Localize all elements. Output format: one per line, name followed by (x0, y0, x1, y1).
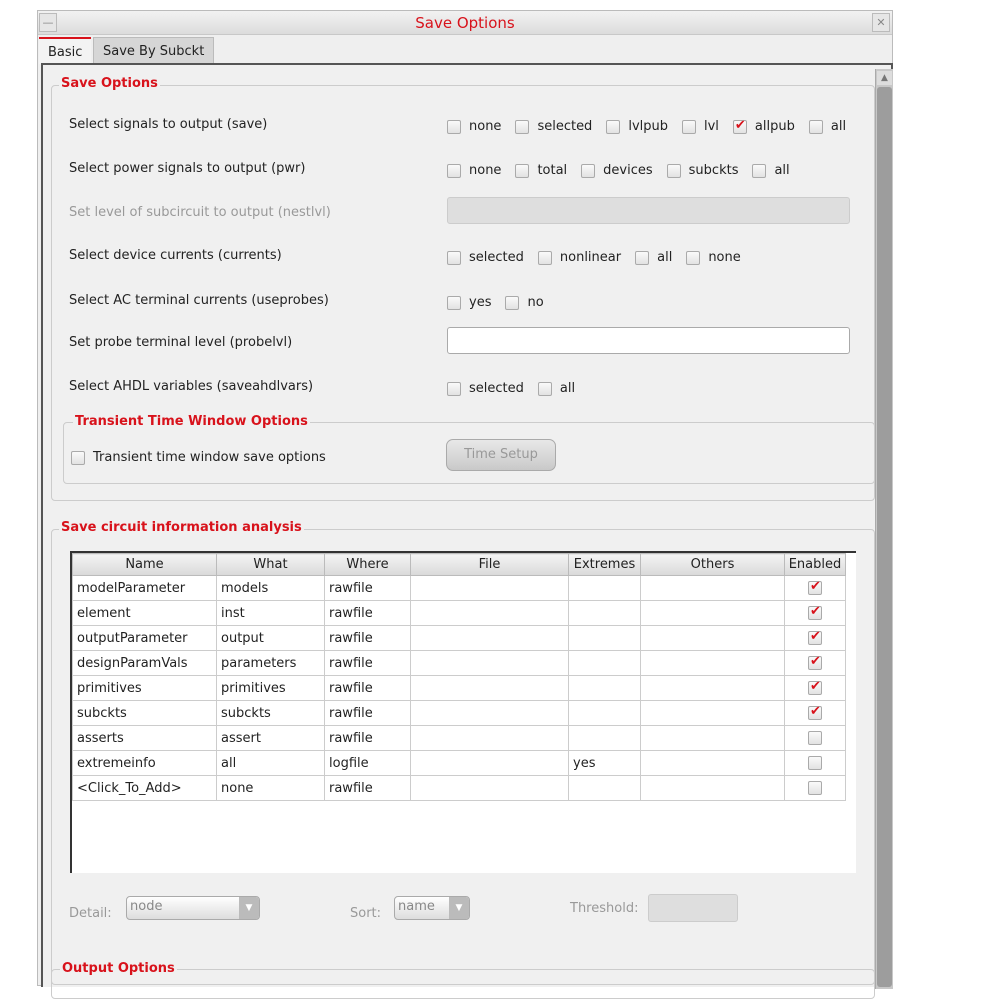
tab-basic[interactable]: Basic (39, 37, 91, 64)
cell-enabled[interactable] (785, 751, 846, 776)
checkbox[interactable] (686, 251, 700, 265)
row-label: Set level of subcircuit to output (nestlvl) (69, 205, 331, 220)
detail-label: Detail: (69, 906, 112, 921)
column-header-what[interactable]: What (217, 554, 325, 576)
cell-extremes[interactable]: yes (569, 751, 641, 776)
circuit-info-table (70, 551, 856, 873)
cell-name[interactable]: element (73, 601, 217, 626)
window-title: Save Options (415, 14, 515, 32)
cell-what[interactable]: all (217, 751, 325, 776)
option-label: none (469, 163, 502, 178)
save-options-dialog (37, 10, 893, 986)
time-setup-button[interactable]: Time Setup (446, 439, 556, 471)
cell-enabled[interactable] (785, 701, 846, 726)
option-devices[interactable] (581, 163, 652, 178)
option-group (447, 295, 558, 310)
cell-name[interactable]: subckts (73, 701, 217, 726)
option-label: nonlinear (559, 250, 622, 265)
option-none[interactable] (686, 250, 740, 265)
table-row[interactable] (73, 776, 846, 801)
transient-title: Transient Time Window Options (75, 414, 308, 429)
detail-value: node (130, 899, 163, 914)
column-header-file[interactable]: File (411, 554, 569, 576)
table-row[interactable] (73, 651, 846, 676)
transient-option[interactable] (71, 450, 326, 465)
cell-file[interactable] (411, 701, 569, 726)
enabled-checkbox[interactable] (808, 581, 822, 595)
enabled-checkbox[interactable] (808, 656, 822, 670)
cell-file[interactable] (411, 651, 569, 676)
chevron-down-icon: ▼ (449, 897, 469, 919)
cell-what[interactable]: subckts (217, 701, 325, 726)
cell-others[interactable] (641, 701, 785, 726)
option-selected[interactable] (515, 119, 592, 134)
checkbox[interactable] (667, 164, 681, 178)
column-header-where[interactable]: Where (325, 554, 411, 576)
checkbox[interactable] (505, 296, 519, 310)
checkbox[interactable] (733, 120, 747, 134)
enabled-checkbox[interactable] (808, 756, 822, 770)
option-label: total (537, 163, 568, 178)
option-yes[interactable] (447, 295, 491, 310)
cell-extremes[interactable] (569, 726, 641, 751)
column-header-others[interactable]: Others (641, 554, 785, 576)
cell-enabled[interactable] (785, 776, 846, 801)
minimize-icon[interactable]: — (39, 13, 57, 32)
cell-where[interactable]: rawfile (325, 626, 411, 651)
checkbox[interactable] (447, 251, 461, 265)
circuit-info-title: Save circuit information analysis (61, 520, 302, 535)
option-none[interactable] (447, 119, 501, 134)
option-label: selected (537, 119, 593, 134)
checkbox[interactable] (447, 382, 461, 396)
transient-checkbox[interactable] (71, 451, 85, 465)
option-all[interactable] (538, 381, 575, 396)
cell-others[interactable] (641, 751, 785, 776)
option-label: selected (469, 381, 524, 396)
detail-dropdown[interactable] (126, 896, 260, 920)
cell-file[interactable] (411, 626, 569, 651)
option-label: selected (469, 250, 524, 265)
option-label: allpub (754, 119, 795, 134)
option-nonlinear[interactable] (538, 250, 621, 265)
cell-extremes[interactable] (569, 701, 641, 726)
text-field[interactable] (447, 327, 850, 354)
option-subckts[interactable] (667, 163, 739, 178)
vertical-scrollbar[interactable] (875, 69, 893, 989)
checkbox[interactable] (606, 120, 620, 134)
sort-value: name (398, 899, 435, 914)
table-row[interactable] (73, 676, 846, 701)
cell-others[interactable] (641, 676, 785, 701)
cell-where[interactable]: rawfile (325, 726, 411, 751)
checkbox[interactable] (515, 164, 529, 178)
cell-name[interactable]: asserts (73, 726, 217, 751)
row-label: Select power signals to output (pwr) (69, 161, 306, 176)
cell-others[interactable] (641, 726, 785, 751)
row-label: Select AHDL variables (saveahdlvars) (69, 379, 314, 394)
table-row[interactable] (73, 576, 846, 601)
cell-where[interactable]: rawfile (325, 651, 411, 676)
option-group (447, 250, 755, 265)
option-none[interactable] (447, 163, 501, 178)
scroll-up-icon[interactable]: ▲ (877, 71, 892, 85)
cell-name[interactable]: primitives (73, 676, 217, 701)
cell-name[interactable]: outputParameter (73, 626, 217, 651)
cell-what[interactable]: none (217, 776, 325, 801)
cell-what[interactable]: inst (217, 601, 325, 626)
column-header-enabled[interactable]: Enabled (785, 554, 846, 576)
cell-enabled[interactable] (785, 726, 846, 751)
option-label: no (527, 295, 544, 310)
cell-file[interactable] (411, 776, 569, 801)
checkbox[interactable] (635, 251, 649, 265)
threshold-label: Threshold: (570, 901, 639, 916)
cell-where[interactable]: rawfile (325, 676, 411, 701)
option-label: lvlpub (628, 119, 668, 134)
option-label: all (774, 163, 790, 178)
option-label: yes (469, 295, 492, 310)
transient-label: Transient time window save options (93, 450, 326, 465)
option-label: devices (603, 163, 653, 178)
title-bar (38, 11, 892, 35)
option-label: all (657, 250, 673, 265)
cell-others[interactable] (641, 626, 785, 651)
cell-name[interactable]: <Click_To_Add> (73, 776, 217, 801)
cell-file[interactable] (411, 601, 569, 626)
cell-what[interactable]: output (217, 626, 325, 651)
enabled-checkbox[interactable] (808, 781, 822, 795)
enabled-checkbox[interactable] (808, 706, 822, 720)
checkbox[interactable] (447, 296, 461, 310)
option-lvlpub[interactable] (606, 119, 668, 134)
tab-save-by-subckt[interactable]: Save By Subckt (93, 37, 214, 64)
row-label: Select AC terminal currents (useprobes) (69, 293, 329, 308)
cell-enabled[interactable] (785, 676, 846, 701)
option-group (447, 381, 589, 396)
option-selected[interactable] (447, 381, 524, 396)
cell-where[interactable]: rawfile (325, 576, 411, 601)
option-all[interactable] (635, 250, 672, 265)
option-label: all (830, 119, 847, 134)
option-all[interactable] (809, 119, 846, 134)
column-header-extremes[interactable]: Extremes (569, 554, 641, 576)
cell-name[interactable]: extremeinfo (73, 751, 217, 776)
checkbox[interactable] (538, 251, 552, 265)
cell-file[interactable] (411, 576, 569, 601)
checkbox[interactable] (581, 164, 595, 178)
checkbox[interactable] (538, 382, 552, 396)
cell-others[interactable] (641, 776, 785, 801)
cell-others[interactable] (641, 651, 785, 676)
cell-others[interactable] (641, 601, 785, 626)
enabled-checkbox[interactable] (808, 606, 822, 620)
table-row[interactable] (73, 726, 846, 751)
cell-where[interactable]: logfile (325, 751, 411, 776)
row-label: Set probe terminal level (probelvl) (69, 335, 293, 350)
cell-file[interactable] (411, 751, 569, 776)
threshold-input[interactable] (648, 894, 738, 922)
cell-where[interactable]: rawfile (325, 776, 411, 801)
option-lvl[interactable] (682, 119, 719, 134)
option-label: none (708, 250, 741, 265)
option-label: none (469, 119, 502, 134)
cell-extremes[interactable] (569, 651, 641, 676)
option-no[interactable] (505, 295, 543, 310)
cell-file[interactable] (411, 676, 569, 701)
option-label: subckts (688, 163, 739, 178)
sort-dropdown[interactable] (394, 896, 470, 920)
cell-what[interactable]: primitives (217, 676, 325, 701)
enabled-checkbox[interactable] (808, 631, 822, 645)
table-row[interactable] (73, 701, 846, 726)
cell-enabled[interactable] (785, 626, 846, 651)
cell-extremes[interactable] (569, 601, 641, 626)
table-row[interactable] (73, 751, 846, 776)
option-label: all (559, 381, 576, 396)
sort-label: Sort: (350, 906, 382, 921)
checkbox[interactable] (447, 164, 461, 178)
checkbox[interactable] (682, 120, 696, 134)
cell-what[interactable]: assert (217, 726, 325, 751)
option-label: lvl (704, 119, 719, 134)
cell-extremes[interactable] (569, 626, 641, 651)
cell-what[interactable]: models (217, 576, 325, 601)
scrollbar-thumb[interactable] (877, 87, 892, 987)
cell-name[interactable]: designParamVals (73, 651, 217, 676)
cell-file[interactable] (411, 726, 569, 751)
checkbox[interactable] (515, 120, 529, 134)
cell-enabled[interactable] (785, 576, 846, 601)
row-label: Select device currents (currents) (69, 248, 282, 263)
cell-enabled[interactable] (785, 651, 846, 676)
cell-name[interactable]: modelParameter (73, 576, 217, 601)
option-group (447, 163, 804, 178)
cell-extremes[interactable] (569, 776, 641, 801)
checkbox[interactable] (809, 120, 823, 134)
cell-where[interactable]: rawfile (325, 601, 411, 626)
option-group (447, 119, 860, 134)
checkbox[interactable] (752, 164, 766, 178)
option-selected[interactable] (447, 250, 524, 265)
cell-extremes[interactable] (569, 676, 641, 701)
column-header-name[interactable]: Name (73, 554, 217, 576)
basic-panel (41, 63, 893, 987)
enabled-checkbox[interactable] (808, 681, 822, 695)
row-label: Select signals to output (save) (69, 117, 268, 132)
output-options-title: Output Options (62, 961, 175, 976)
cell-enabled[interactable] (785, 601, 846, 626)
cell-what[interactable]: parameters (217, 651, 325, 676)
cell-others[interactable] (641, 576, 785, 601)
save-options-title: Save Options (61, 76, 158, 91)
table-row[interactable] (73, 626, 846, 651)
close-icon[interactable]: ✕ (872, 13, 890, 32)
option-total[interactable] (515, 163, 567, 178)
text-field[interactable] (447, 197, 850, 224)
cell-extremes[interactable] (569, 576, 641, 601)
chevron-down-icon: ▼ (239, 897, 259, 919)
enabled-checkbox[interactable] (808, 731, 822, 745)
cell-where[interactable]: rawfile (325, 701, 411, 726)
option-allpub[interactable] (733, 119, 795, 134)
option-all[interactable] (752, 163, 789, 178)
table-row[interactable] (73, 601, 846, 626)
checkbox[interactable] (447, 120, 461, 134)
